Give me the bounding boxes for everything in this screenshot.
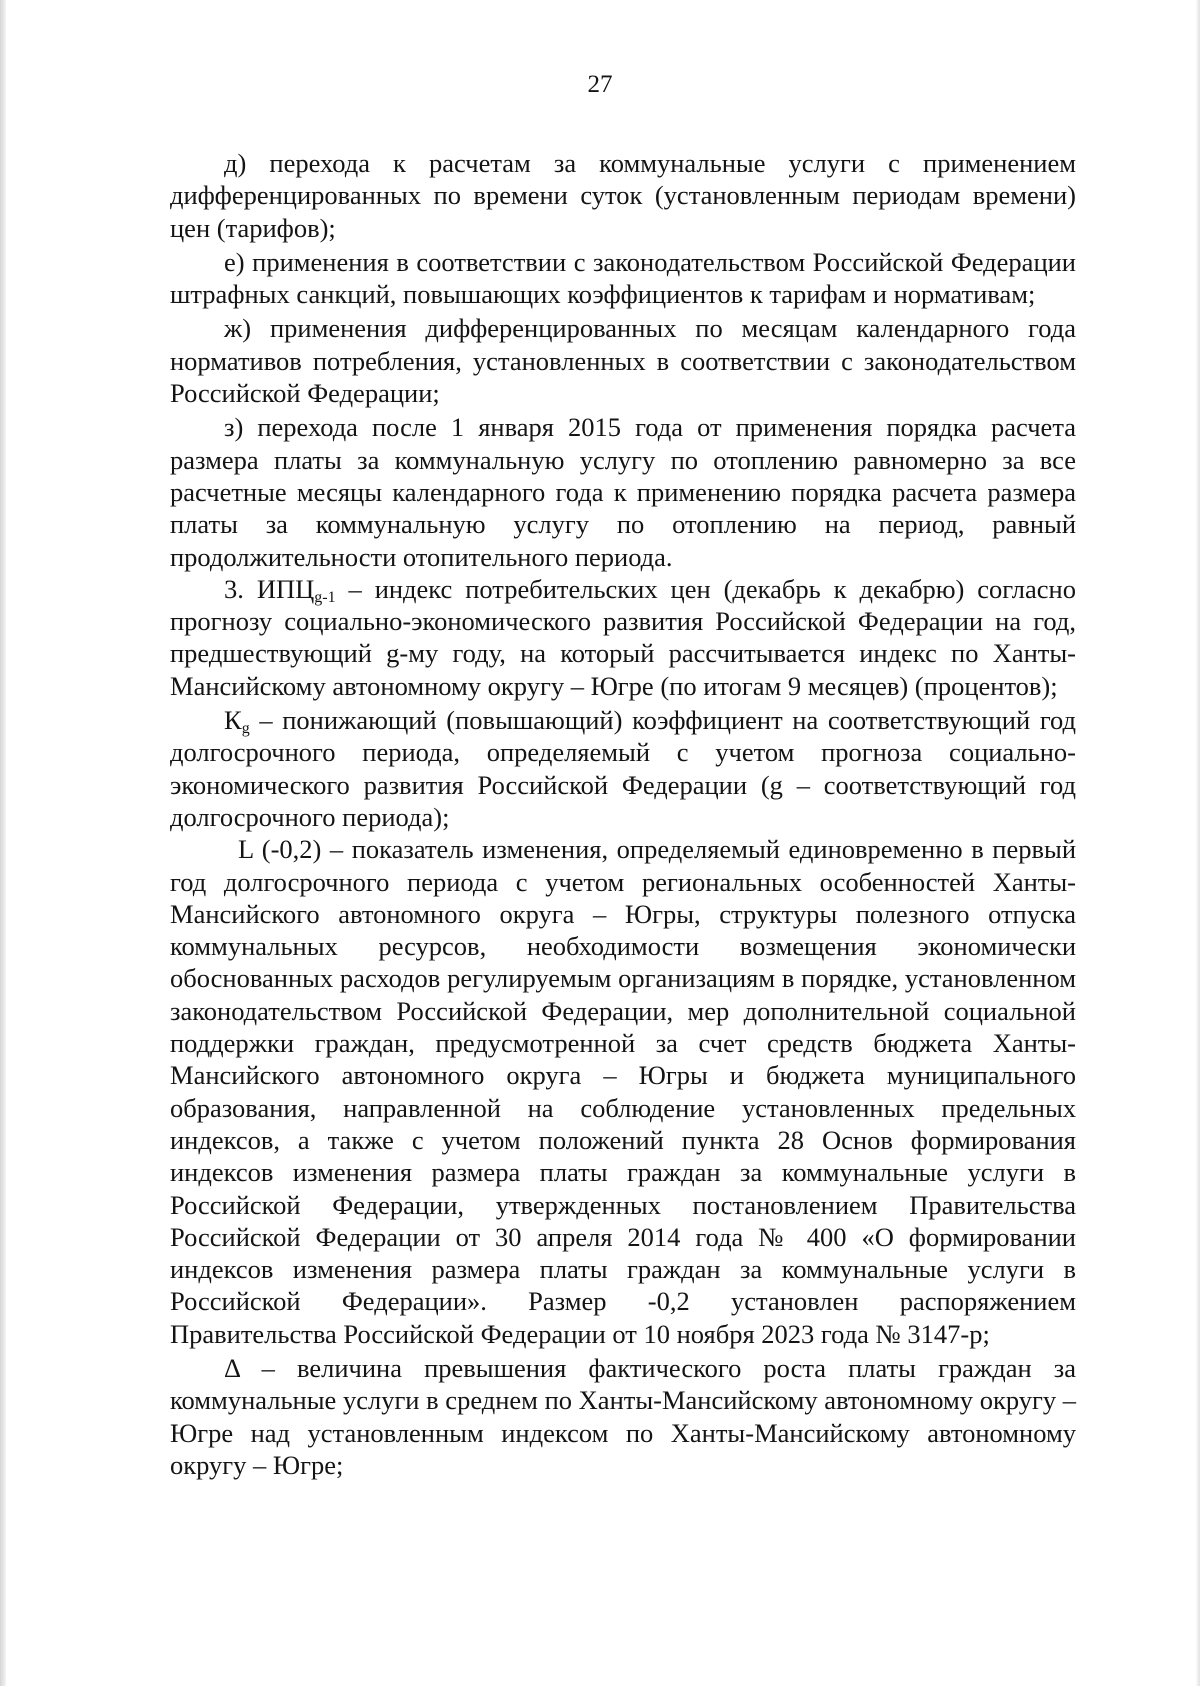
kg-subscript: g <box>241 720 250 738</box>
kg-definition: – понижающий (повышающий) коэффициент на соответствующий год долгосрочного периода, определяемый с учетом прогноза социально-экономического развития Российской Федерации (g – соответствующий год долгосрочного периода); <box>170 705 1076 832</box>
paragraph-delta: Δ – величина превышения фактического роста платы граждан за коммунальные услуги в среднем по Ханты-Мансийскому автономному округу – Югре над установленным индексом по Ханты-Мансийскому автономному округу – Югре; <box>170 1352 1076 1480</box>
paragraph-z: з) перехода после 1 января 2015 года от применения порядка расчета размера платы за коммунальную услугу по отоплению равномерно за все расчетные месяцы календарного года к применению порядка расчета размера платы за коммунальную услугу по отоплению на период, равный продолжительности отопительного периода. <box>170 412 1076 572</box>
paragraph-zh: ж) применения дифференцированных по месяцам календарного года нормативов потребления, установленных в соответствии с законодательством Российской Федерации; <box>170 313 1076 409</box>
paragraph-kg <box>170 704 1076 833</box>
paragraph-l: L (-0,2) – показатель изменения, определяемый единовременно в первый год долгосрочного периода с учетом региональных особенностей Ханты-Мансийского автономного округа – Югры, структуры полезного отпуска коммунальных ресурсов, необходимости возмещения экономически обоснованных расходов регулируемым организациям в порядке, установленном законодательством Российской Федерации, мер дополнительной социальной поддержки граждан, предусмотренной за счет средств бюджета Ханты-Мансийского автономного округа – Югры и бюджета муниципального образования, направленной на соблюдение установленных предельных индексов, а также с учетом положений пункта 28 Основ формирования индексов изменения размера платы граждан за коммунальные услуги в Российской Федерации, утвержденных постановлением Правительства Российской Федерации от 30 апреля 2014 года № 400 «О формировании индексов изменения размера платы граждан за коммунальные услуги в Российской Федерации». Размер -0,2 установлен распоряжением Правительства Российской Федерации от 10 ноября 2023 года № 3147-р; <box>170 834 1076 1349</box>
document-body <box>170 147 1076 1481</box>
paragraph-ipc <box>170 573 1076 702</box>
kg-symbol: К <box>224 705 242 736</box>
ipc-subscript: g-1 <box>314 588 336 606</box>
ipc-definition: – индекс потребительских цен (декабрь к декабрю) согласно прогнозу социально-экономического развития Российской Федерации на год, предшествующий g-му году, на который рассчитывается индекс по Ханты-Мансийскому автономному округу – Югре (по итогам 9 месяцев) (процентов); <box>170 573 1076 701</box>
paragraph-e: е) применения в соответствии с законодательством Российской Федерации штрафных санкций, повышающих коэффициентов к тарифам и нормативам; <box>170 246 1076 310</box>
paragraph-d: д) перехода к расчетам за коммунальные услуги с применением дифференцированных по времени суток (установленным периодам времени) цен (тарифов); <box>170 148 1076 243</box>
scan-edge-right <box>1196 0 1200 1686</box>
scan-edge-left <box>0 0 6 1686</box>
ipc-symbol: 3. ИПЦ <box>224 573 315 604</box>
page-number: 27 <box>587 71 613 98</box>
